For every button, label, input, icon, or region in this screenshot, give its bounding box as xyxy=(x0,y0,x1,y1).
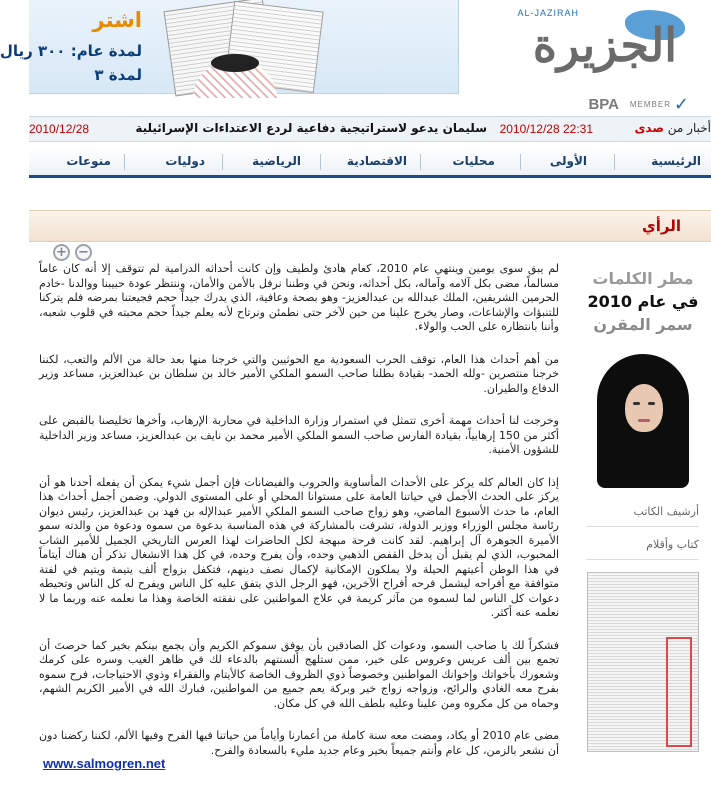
author-photo xyxy=(591,350,695,488)
subscribe-label: اشتر xyxy=(92,8,142,32)
article-paragraph: وخرجت لنا أحداث مهمة أخرى تتمثل في استمرار وزارة الداخلية في محاربة الإرهاب، وأخرها تخليصنا بالقبض على أكثر من 150 إرهابياً، بقيادة الفارس صاحب السمو الملكي الأمير محمد بن نايف بن عبدالعزيز، مساعد وزير الداخلية للشؤون الأمنية. xyxy=(39,414,559,456)
nav-item-local[interactable]: محليات xyxy=(452,154,495,168)
ticker-item-time: 22:31 xyxy=(562,122,593,136)
section-title: الرأي xyxy=(642,217,681,235)
subscription-banner[interactable] xyxy=(0,0,459,94)
ticker-headline-link[interactable]: سليمان يدعو لاستراتيجية دفاعية لردع الاعتداءات الإسرائيلية xyxy=(135,121,487,135)
subscription-price-other: لمدة ٣ xyxy=(94,66,142,84)
author-face xyxy=(625,384,663,432)
nav-item-front-page[interactable]: الأولى xyxy=(549,154,587,168)
column-kicker: مطر الكلمات xyxy=(592,269,694,288)
nav-item-economy[interactable]: الاقتصادية xyxy=(346,154,407,168)
author-website-link[interactable]: www.salmogren.net xyxy=(43,756,166,771)
ticker-source xyxy=(634,121,711,135)
author-column xyxy=(583,268,703,790)
article-text xyxy=(39,262,559,776)
article-paragraph: من أهم أحداث هذا العام، توقف الحرب السعودية مع الحوثيين والتي خرجنا منها بعد حالة من الألم والتعب، لكننا خرجنا منتصرين -ولله الحمد- بقيادة بطلنا صاحب السمو الملكي الأمير خالد بن سلطان بن عبدالعزيز، مساعد وزير الدفاع والطيران. xyxy=(39,352,559,395)
ticker-source-prefix: أخبار من xyxy=(667,121,711,135)
article-body xyxy=(39,242,559,790)
author-eye xyxy=(633,402,640,405)
article-paragraph: مضى عام 2010 أو يكاد، ومضت معه سنة كاملة من أعمارنا وأياماً من حياتنا فيها الفرح وفيها الألم، لكننا ركضنا دون أن نشعر بالزمن، كل عام وأنتم جميعاً بخير وعام جديد مليء بالسعادة والفرح. xyxy=(39,729,560,757)
nav-separator xyxy=(124,154,125,170)
reader-agal-image xyxy=(211,54,259,72)
nav-separator xyxy=(520,154,521,170)
article-paragraph: إذا كان العالم كله يركز على الأحداث المأساوية والحروب والفيضانات فإن أجمل شيء يمكن أن يفعله أحدنا هو أن يركز على الحدث الأجمل في حياتنا العامة على مستوانا المحلي أو على المستوى الدولي. وضمن أجمل أحداث هذا العام، ما حدث الأسبوع الماضي، وهو زواج صاحب السمو الملكي الأمير عبدالإله بن فهد بن عبدالعزيز، رئيس ديوان رئاسة مجلس الوزراء ووزير الدولة، تشرفت بالمشاركة في هذه المناسبة بدعوة من سموه ودعوة من والدته سمو الأميرة الجوهرة آل إبراهيم. لقد كانت فرحة مبهجة لكل الحاضرات لهذا العرس التاريخي الجميل للأمير الشاب المحبوب، الذي لم يقبل أن يدخل القفص الذهبي وحده، وأن يفرح وحده، في كل هذا الانشغال تذكر أن هناك أيتاماً في هذا الوطن أعيتهم الحيلة ولا يملكون الإمكانية لإكمال نصف دينهم، فتكفل بزواج ألف يتيمة ويتيم في لفتة متوافقة مع أفراحه ليشمل فرحه أفراح الآخرين، فهو الرجل الذي يتفق عليه كل الناس ويفرح له كل الناس وتحيطه دعوات كل الناس لما لسموه من مآثر كريمة في علاج المواطنين على نفقته الخاصة وهذا ما نعلمه عنه وربما ما لا نعلمه عنه أكثر. xyxy=(39,475,559,619)
main-navigation xyxy=(29,146,711,178)
membership-bar xyxy=(29,96,711,116)
section-header xyxy=(29,210,711,242)
bpa-member-text: MEMBER xyxy=(629,100,671,109)
text-zoom-controls xyxy=(53,244,113,264)
checkmark-icon: ✓ xyxy=(673,94,689,115)
logo-latin-text: AL-JAZIRAH xyxy=(517,8,579,18)
article-highlight-box xyxy=(666,637,692,747)
article-paragraph: فشكراً لك يا صاحب السمو، ودعوات كل الصادقين بأن يوفق سموكم الكريم وأن يجمع بينكم بخير كما حرصتَ أن تجمع بين ألف عريس وعروس على خير، ممن ستلهج ألسنتهم بالدعاء لك في ظاهر الغيب وسره على كرمك وشعورك بأخواتك وإخوانك المواطنين وخصوصاً ذوي الظروف الخاصة كالأيتام والفقراء وذوي الاحتياجات، فرح سموه بفرح معه الغادي والرائح، وزواجه زواج خير وبركة يعم جميع من المواطنين، فبارك الله في الأمير الكريم الشهم، وحماه من كل مكروه ومن علينا وعليه بلطف الله في كل مكان. xyxy=(39,638,559,710)
site-header xyxy=(0,0,711,96)
article-title: في عام 2010 xyxy=(587,292,699,311)
nav-separator xyxy=(222,154,223,170)
logo-arabic-text: الجزيرة xyxy=(532,18,677,72)
nav-item-misc[interactable]: منوعات xyxy=(66,154,111,168)
nav-item-home[interactable]: الرئيسية xyxy=(651,154,701,168)
zoom-out-icon[interactable]: − xyxy=(75,244,92,261)
news-ticker xyxy=(29,116,711,142)
nav-item-international[interactable]: دوليات xyxy=(165,154,205,168)
article-paragraph: لم يبق سوى يومين وينتهي عام 2010، كعام هادئ ولطيف وإن كانت أحداثه الدرامية لم تتوقف إلا أنه كان عاماً مسالماً، مضى بكل آلامه وآماله، بكل أحداثه، ونحن في وطننا نرفل بالأمن والأمان، وننتظر عودة حبيبنا ووالدنا -خادم الحرمين الشريفين، الملك عبدالله بن عبدالعزيز- وهو بصحة وعافية، الذي يدرك جيداً حجم فجيعتنا بمرضه فلم يتركنا للتنبؤات والإشاعات، وصار يخرج علينا من حين لآخر حتى نطمئن ونرتاح لأنه يعلم جيداً حجم محبته في قلوب شعبه، وأننا بانتظاره على الحب والولاء. xyxy=(39,262,559,333)
ticker-item-date: 2010/12/28 xyxy=(499,122,560,136)
site-logo[interactable] xyxy=(507,6,697,90)
ticker-item-datetime xyxy=(500,122,593,136)
print-page-thumbnail[interactable] xyxy=(587,572,699,752)
column-divider xyxy=(587,526,699,527)
nav-item-sports[interactable]: الرياضية xyxy=(252,154,301,168)
ticker-next-date: 2010/12/28 xyxy=(29,122,90,136)
author-eye xyxy=(648,402,655,405)
nav-separator xyxy=(320,154,321,170)
column-divider xyxy=(587,559,699,560)
author-name[interactable]: سمر المقرن xyxy=(593,315,693,334)
nav-separator xyxy=(420,154,421,170)
writers-link[interactable]: كتاب وأقلام xyxy=(646,538,699,551)
ticker-source-brand[interactable]: صدى xyxy=(634,121,664,135)
author-archive-link[interactable]: أرشيف الكاتب xyxy=(633,505,699,518)
bpa-logo: BPA xyxy=(588,96,619,113)
subscription-price-year: لمدة عام: ٣٠٠ ريال xyxy=(0,42,142,60)
nav-separator xyxy=(614,154,615,170)
zoom-in-icon[interactable]: + xyxy=(53,244,70,261)
author-lips xyxy=(638,419,650,422)
